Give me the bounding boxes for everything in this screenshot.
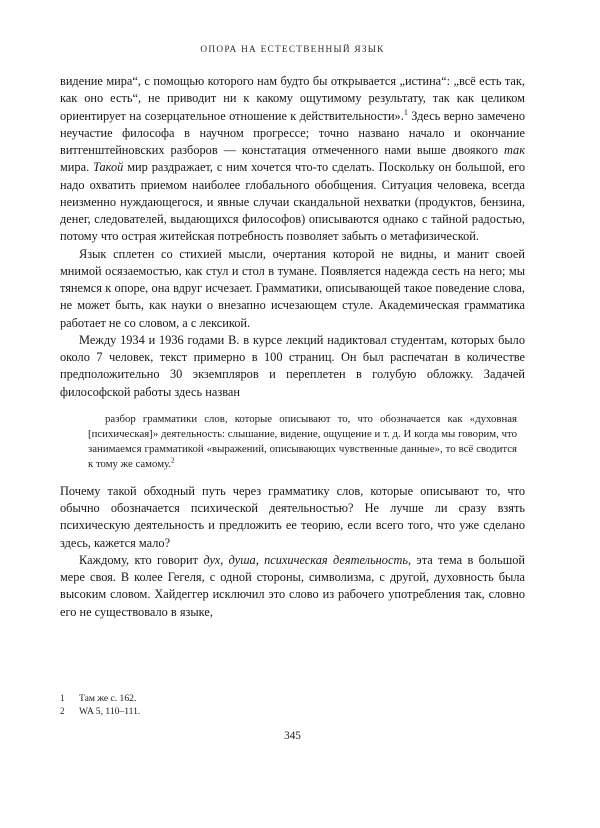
paragraph-1-part-d: мир раздражает, с ним хочется что-то сделать. Поскольку он большой, его надо охватить приемом наиболее глобального обобщения. Ситуация человека, всегда неизменно нуждающегося, и явные случаи скандальной нехватки (продуктов, бензина, денег, следователей, выдающихся философов) описываются однако с тайной радостью, потому что острая житейская потребность позволяет забыть о метафизической. — [60, 160, 525, 244]
footnote-number: 1 — [60, 693, 65, 703]
footnote-marker-1[interactable]: 1 — [403, 107, 408, 117]
paragraph-4: Почему такой обходный путь через грамматику слов, которые описывают то, что обычно обозначается психической деятельностью? Не лучше ли сразу взять психическую деятельность и предложить ее теорию, если всего того, что уже сделано здесь, кажется мало? — [60, 483, 525, 550]
paragraph-5-emphasis-1: дух, душа, психическая деятельность — [203, 552, 408, 567]
paragraph-1-emphasis-1: так — [503, 143, 525, 157]
block-quotation — [60, 412, 525, 472]
footnote-item — [60, 705, 525, 718]
footnote-area — [60, 692, 525, 719]
text-column — [60, 73, 525, 621]
footnote-number: 2 — [60, 706, 65, 717]
paragraph-2: Язык сплетен со стихией мысли, очертания которой не видны, и манит своей мнимой осязаемостью, как стул и стол в тумане. Появляется надежда сесть на него; мы тянемся к опоре, она вдруг исчезает. Грамматики, описывающей такое поведение слова, не может быть, как науки о внезапно исчезающем стуле. Академическая грамматика работает не со словом, а с лексикой. — [60, 246, 525, 330]
paragraph-1-part-a: видение мира“, с помощью которого нам будто бы открывается „истина“: „всё есть так, как оно есть“, не приводит ни к какому ощутимому результату, так как целиком ориентирует на созерцательное отношение к действительности». — [60, 74, 525, 123]
page-number: 345 — [284, 730, 301, 742]
footnote-marker-2[interactable]: 2 — [171, 456, 175, 465]
paragraph-1-part-b: Здесь верно замечено неучастие философа в научном прогрессе; точно названо начало и окончание витгенштейновских разборов — констатация отмеченного нами выше двоякого — [60, 108, 525, 157]
footnote-text: Там же с. 162. — [79, 693, 137, 704]
paragraph-5-part-b: , эта тема в большой мере своя. В колее Гегеля, с одной стороны, символизма, с другой, духовность была высоким словом. Хайдеггер исключил это слово из рабочего употребления так, словно его не существовало в языке, — [60, 552, 525, 619]
block-quotation-text: разбор грамматики слов, которые описывают то, что обозначается как «духовная [психическая]» деятельность: слышание, видение, ощущение и т. д. И когда мы говорим, что занимаемся грамматикой «выражений, описывающих чувственные данные», то всё сводится к тому же самому. — [88, 412, 517, 470]
paragraph-1-emphasis-2: Такой — [93, 160, 124, 175]
paragraph-5-part-a: Каждому, кто говорит — [79, 552, 204, 567]
paragraph-3: Между 1934 и 1936 годами В. в курсе лекций надиктовал студентам, которых было около 7 человек, текст примерно в 100 страниц. Он был распечатан в количестве предположительно 30 экземпляров и переплетен в голубую обложку. Задачей философской работы здесь назван — [60, 332, 525, 399]
paragraph-1-part-c: мира. — [60, 160, 94, 175]
running-head: ОПОРА НА ЕСТЕСТВЕННЫЙ ЯЗЫК — [200, 45, 385, 55]
paragraph-5 — [60, 552, 525, 621]
paragraph-1 — [60, 73, 525, 246]
footnote-item — [60, 692, 525, 705]
footnote-text: WA 5, 110–111. — [79, 706, 141, 718]
